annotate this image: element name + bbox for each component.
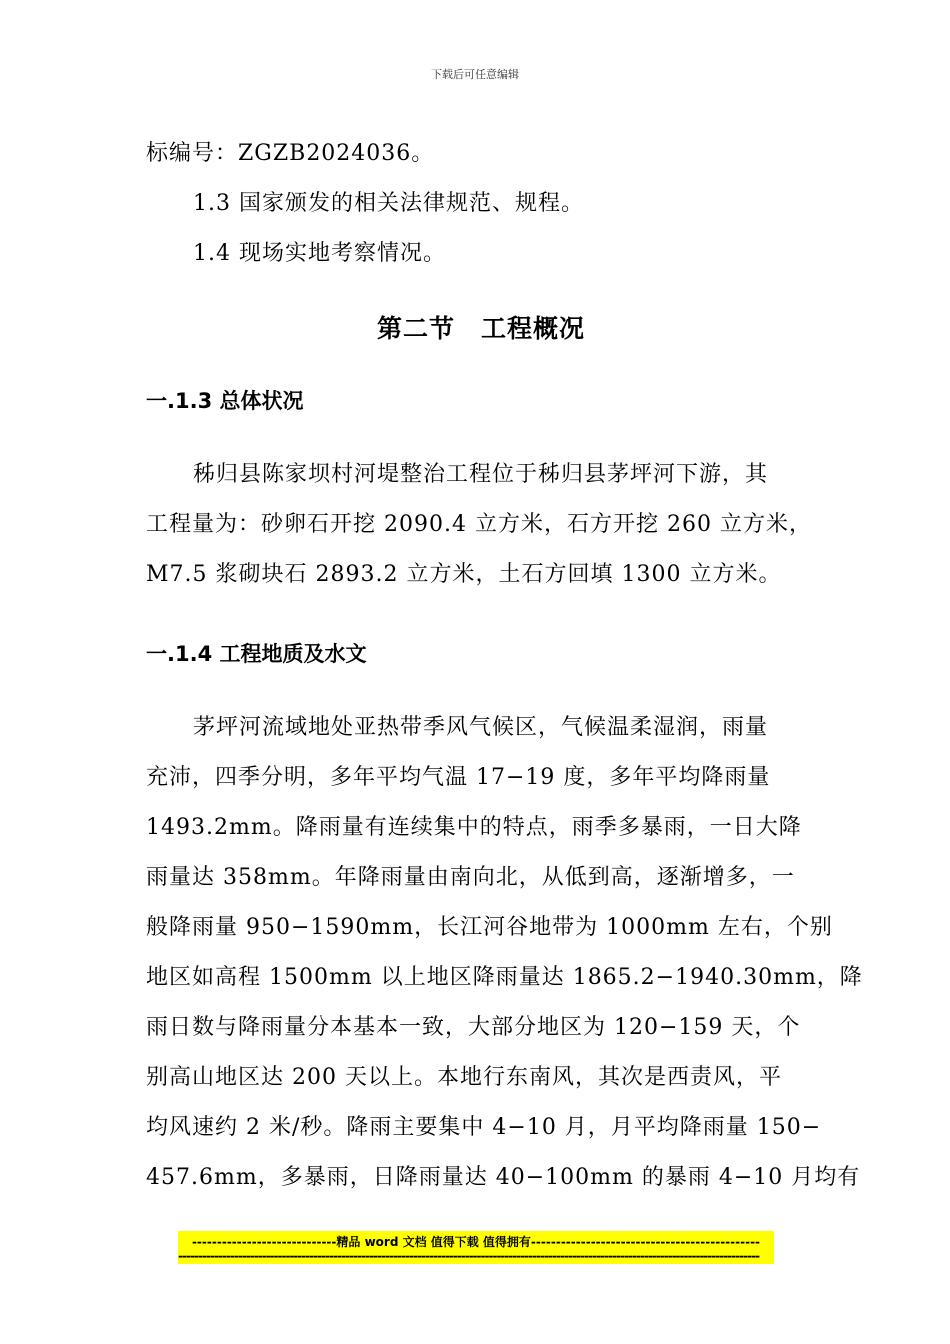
subheading-geology-hydrology: 一.1.4 工程地质及水文 <box>146 642 367 666</box>
paragraph-line: 雨量达 358mm。年降雨量由南向北，从低到高，逐渐增多，一 <box>146 865 795 890</box>
paragraph-line: 雨日数与降雨量分本基本一致，大部分地区为 120−159 天，个 <box>146 1015 801 1040</box>
footer-banner <box>178 1231 774 1264</box>
paragraph-line: 茅坪河流域地处亚热带季风气候区，气候温柔湿润，雨量 <box>193 715 769 740</box>
footer-banner-line-1: -----------------------------精品 word 文档 值得下载 值得拥有---------------------------------------------- <box>191 1235 761 1249</box>
text-line-tender-number: 标编号：ZGZB2024036。 <box>146 141 435 166</box>
subheading-overall-status: 一.1.3 总体状况 <box>146 389 304 413</box>
paragraph-line: 秭归县陈家坝村河堤整治工程位于秭归县茅坪河下游，其 <box>193 462 769 487</box>
footer-banner-line-2: -------------------------------------------------------------------------------------------------------------------------------------------------- <box>178 1249 760 1263</box>
paragraph-line: 457.6mm，多暴雨，日降雨量达 40−100mm 的暴雨 4−10 月均有 <box>146 1165 861 1190</box>
paragraph-line: 工程量为：砂卵石开挖 2090.4 立方米，石方开挖 260 立方米， <box>146 512 812 537</box>
paragraph-line: M7.5 浆砌块石 2893.2 立方米，土石方回填 1300 立方米。 <box>146 562 782 587</box>
section-title: 第二节 工程概况 <box>376 314 585 343</box>
header-note: 下载后可任意编辑 <box>431 68 519 81</box>
paragraph-line: 地区如高程 1500mm 以上地区降雨量达 1865.2−1940.30mm，降 <box>146 965 863 990</box>
paragraph-line: 均风速约 2 米/秒。降雨主要集中 4−10 月，月平均降雨量 150− <box>146 1115 822 1140</box>
document-body <box>146 130 863 1204</box>
text-line-site-survey: 1.4 现场实地考察情况。 <box>193 241 446 266</box>
paragraph-line: 1493.2mm。降雨量有连续集中的特点，雨季多暴雨，一日大降 <box>146 815 802 840</box>
paragraph-line: 别高山地区达 200 天以上。本地行东南风，其次是西责风，平 <box>146 1065 782 1090</box>
paragraph-line: 般降雨量 950−1590mm，长江河谷地带为 1000mm 左右，个别 <box>146 915 833 940</box>
paragraph-overall-status <box>146 451 816 601</box>
text-line-laws: 1.3 国家颁发的相关法律规范、规程。 <box>193 191 584 216</box>
paragraph-geology-hydrology <box>146 704 863 1204</box>
paragraph-line: 充沛，四季分明，多年平均气温 17−19 度，多年平均降雨量 <box>146 765 771 790</box>
